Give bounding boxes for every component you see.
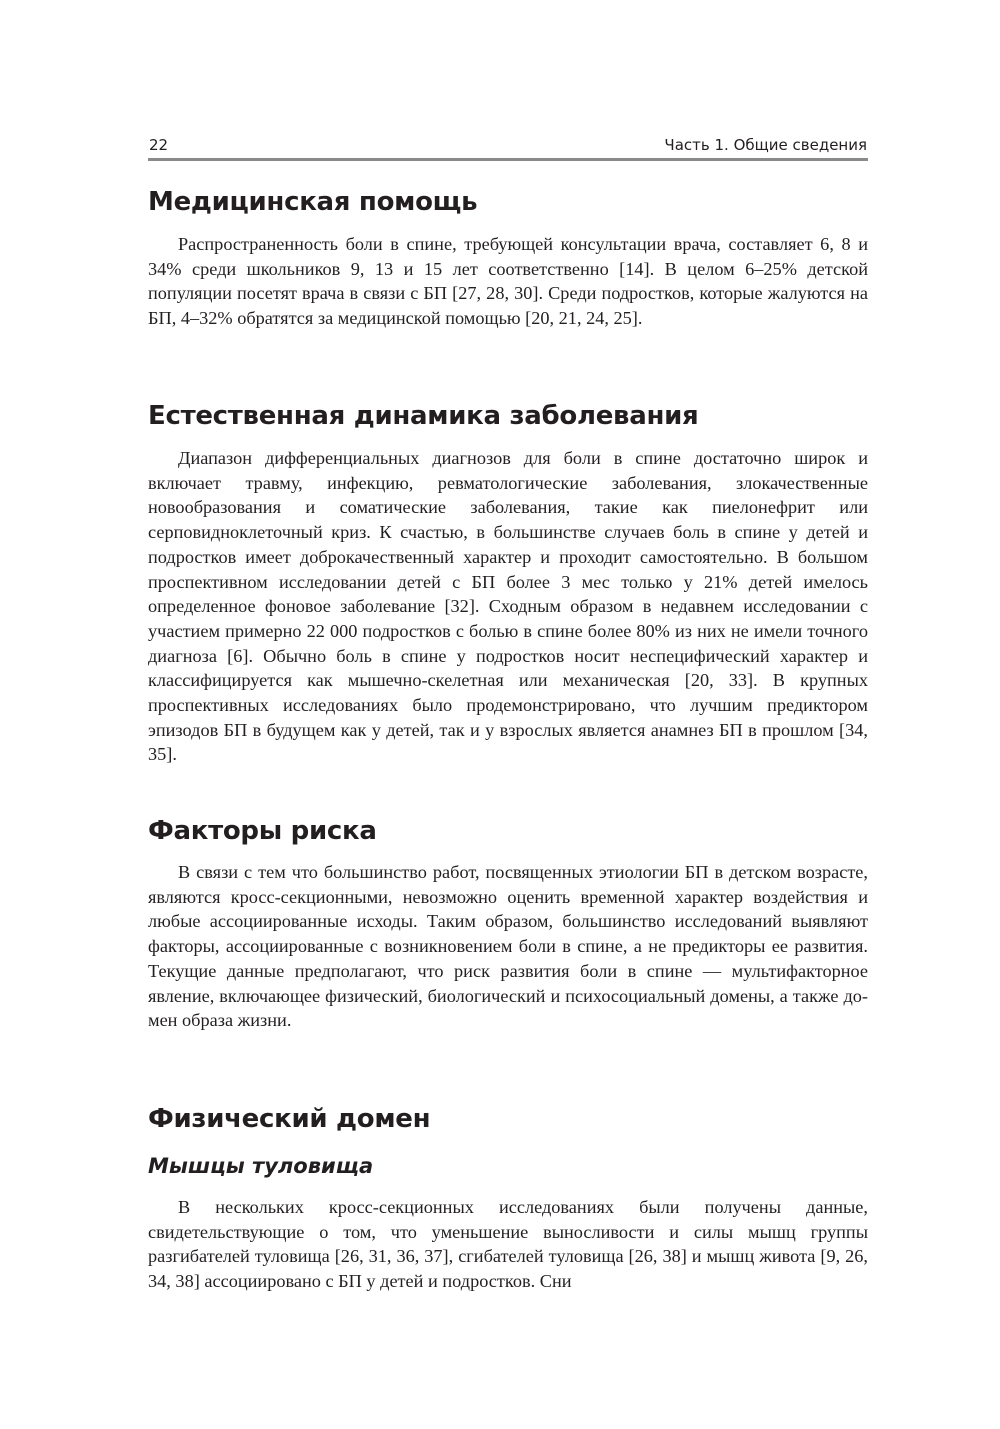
- paragraph-trunk-muscles: В нескольких кросс-секционных исследованиях были получены данные, свидетельствующие о том, что уменьшение выносливости и силы мышц группы разгибателей туловища [26, 31, 36, 37], сгибателей туловища [26, 38] и мышц живота [9, 26, 34, 38] ассоциировано с БП у детей и подростков. Сни: [148, 1197, 868, 1292]
- paragraph-natural-course: Диапазон дифференциальных диагнозов для боли в спине достаточно широк и включает травму, инфекцию, ревматологические заболевания, злокачественные новообразования и соматические заболевания, такие как пиелонефрит или серповидноклеточный криз. К счастью, в большинстве случаев боль в спине у детей и подростков имеет доброкачественный характер и проходит самостоятельно. В большом проспективном исследовании детей с БП более 3 мес только у 21% детей имелось определенное фоновое заболевание [32]. Сходным образом в недавнем исследовании с участием примерно 22 000 подростков с болью в спине более 80% из них не имели точного диагноза [6]. Обычно боль в спине у подростков носит неспецифический характер и классифицируется как мышечно-скелетная или механическая [20, 33]. В крупных проспективных исследованиях было продемонстрировано, что лучшим предиктором эпизодов БП в будущем как у детей, так и у взрослых является анамнез БП в прошлом [34, 35].: [148, 448, 868, 765]
- section-heading-risk-factors: Факторы риска: [148, 816, 377, 846]
- page-number: 22: [149, 136, 169, 154]
- subsection-heading-trunk-muscles: Мышцы туловища: [148, 1154, 374, 1178]
- section-heading-natural-course: Естественная динамика заболевания: [148, 401, 699, 431]
- running-header: [148, 132, 868, 161]
- paragraph-risk-factors: В связи с тем что большинство работ, посвященных этиологии БП в детском возрасте, являются кросс-секционными, невозможно оценить временной характер воздействия и любые ассоциированные исходы. Таким образом, большинство исследований выявляют факторы, ассоциированные с возникновением боли в спине, а не предикторы ее развития. Текущие данные предполагают, что риск развития боли в спине — мультифакторное явление, включающее физический, биологический и психосоциальный домены, а также домен образа жизни.: [148, 862, 868, 1031]
- chapter-title: Часть 1. Общие сведения: [664, 136, 867, 154]
- section-heading-medical-help: Медицинская помощь: [148, 187, 478, 217]
- document-page: [148, 0, 868, 1429]
- section-heading-physical-domain: Физический домен: [148, 1104, 431, 1134]
- paragraph-medical-help: Распространенность боли в спине, требующей консультации врача, составляет 6, 8 и 34% среди школьников 9, 13 и 15 лет соответственно [14]. В целом 6–25% детской популяции посетят врача в связи с БП [27, 28, 30]. Среди подростков, которые жалуются на БП, 4–32% обратятся за медицинской помощью [20, 21, 24, 25].: [148, 234, 868, 329]
